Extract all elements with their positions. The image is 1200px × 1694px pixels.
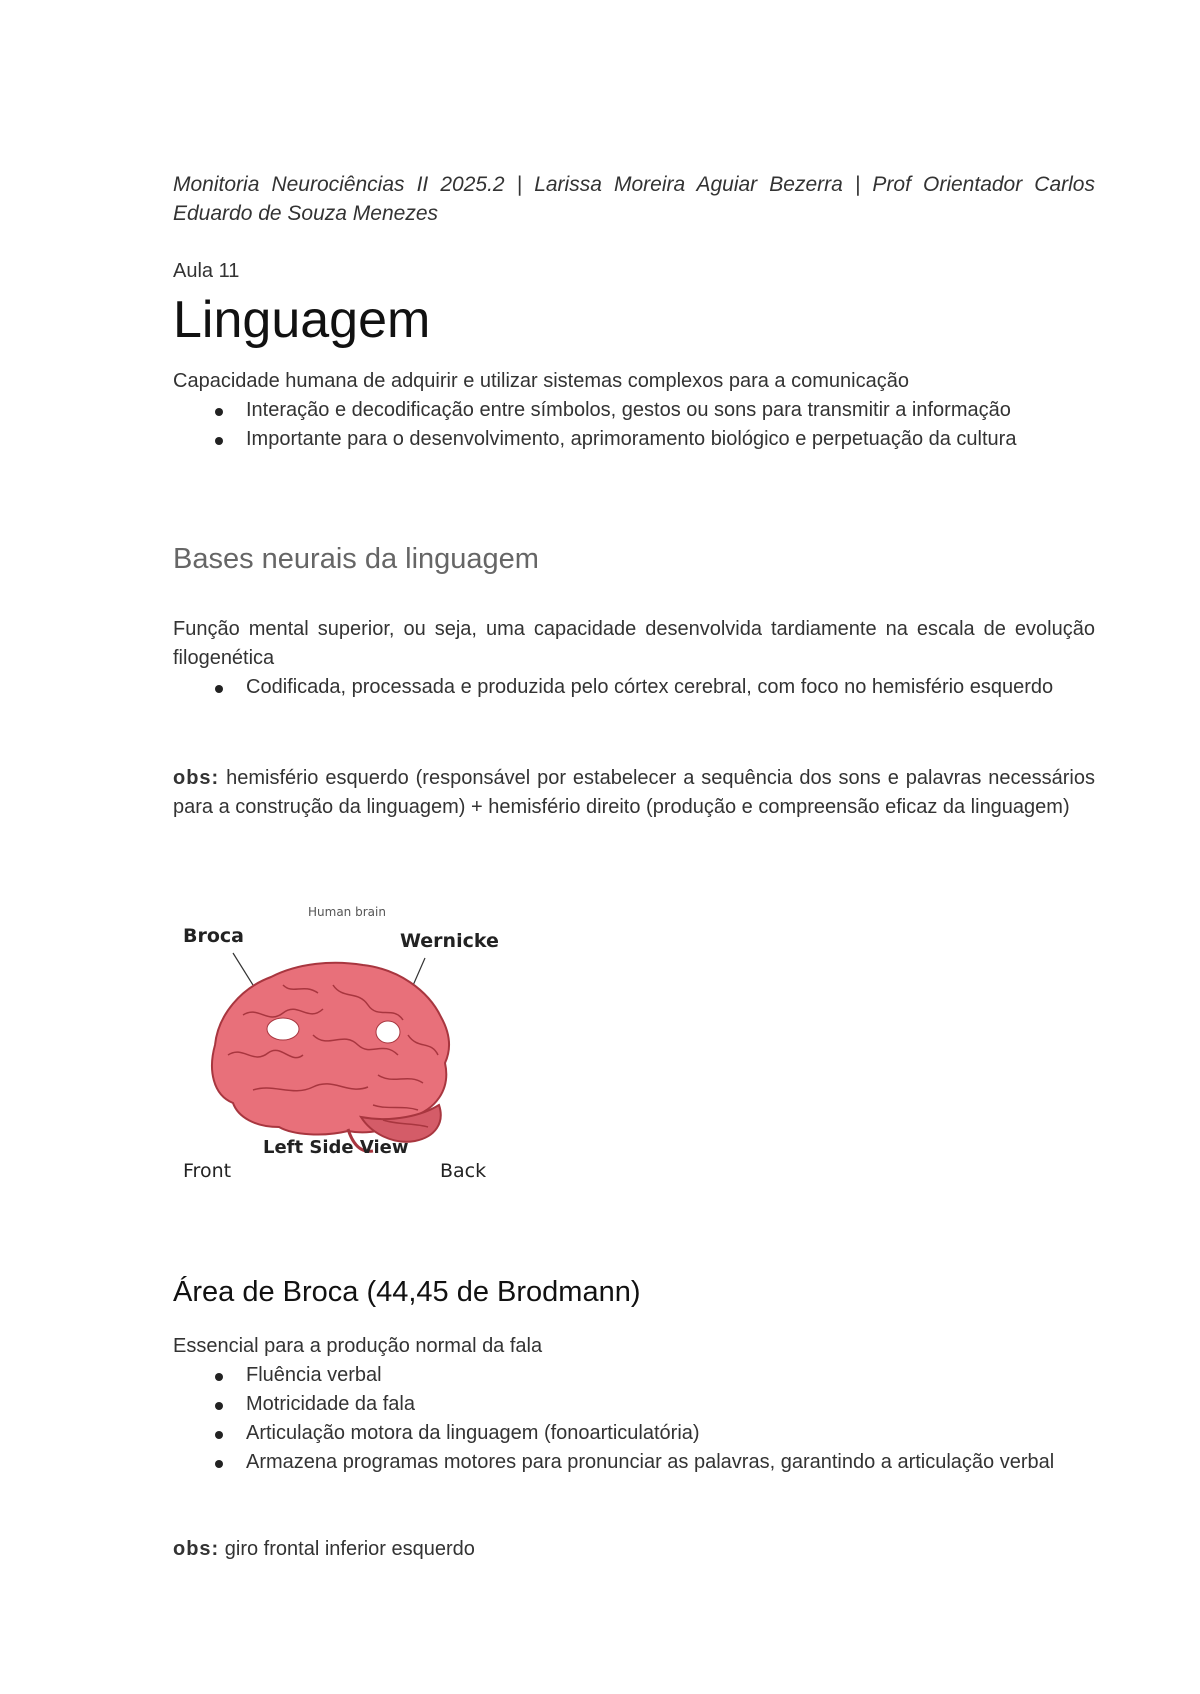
- section-bases-neurais-body: [173, 615, 1095, 702]
- list-item: Fluência verbal: [246, 1361, 1095, 1390]
- section-area-de-broca-body: [173, 1332, 1095, 1477]
- view-label: Left Side View: [263, 1137, 409, 1158]
- list-item: Codificada, processada e produzida pelo córtex cerebral, com foco no hemisfério esquerdo: [246, 673, 1095, 702]
- list-item: Articulação motora da linguagem (fonoarticulatória): [246, 1419, 1095, 1448]
- intro-block: [173, 367, 1095, 454]
- broca-area-highlight: [267, 1018, 299, 1040]
- section-heading-bases-neurais: Bases neurais da linguagem: [173, 543, 539, 575]
- document-header: Monitoria Neurociências II 2025.2 | Larissa Moreira Aguiar Bezerra | Prof Orientador Carlos Eduardo de Souza Menezes: [173, 173, 1095, 225]
- list-item: Interação e decodificação entre símbolos, gestos ou sons para transmitir a informação: [246, 396, 1095, 425]
- wernicke-label: Wernicke: [400, 930, 499, 952]
- obs-note-hemispheres: [173, 764, 1095, 822]
- obs-label: obs:: [173, 767, 220, 789]
- obs-label: obs:: [173, 1538, 220, 1560]
- lesson-number: Aula 11: [173, 260, 240, 282]
- section-text: Essencial para a produção normal da fala: [173, 1335, 543, 1357]
- list-item: Motricidade da fala: [246, 1390, 1095, 1419]
- section-bullet-list: [173, 673, 1095, 702]
- obs-note-broca: [173, 1535, 1095, 1564]
- intro-bullet-list: [173, 396, 1095, 454]
- figure-caption-top: Human brain: [308, 905, 386, 919]
- intro-text: Capacidade humana de adquirir e utilizar sistemas complexos para a comunicação: [173, 370, 909, 392]
- back-label: Back: [440, 1160, 487, 1182]
- obs-text: hemisfério esquerdo (responsável por estabelecer a sequência dos sons e palavras necessários para a construção da linguagem) + hemisfério direito (produção e compreensão eficaz da linguagem): [173, 767, 1095, 818]
- list-item: Armazena programas motores para pronunciar as palavras, garantindo a articulação verbal: [246, 1448, 1095, 1477]
- broca-label: Broca: [183, 925, 244, 947]
- front-label: Front: [183, 1160, 232, 1182]
- section-text: Função mental superior, ou seja, uma capacidade desenvolvida tardiamente na escala de evolução filogenética: [173, 618, 1095, 669]
- page-title: Linguagem: [173, 291, 431, 349]
- obs-text: giro frontal inferior esquerdo: [219, 1538, 475, 1560]
- list-item: Importante para o desenvolvimento, aprimoramento biológico e perpetuação da cultura: [246, 425, 1095, 454]
- brain-diagram: [183, 905, 503, 1215]
- section-heading-area-de-broca: Área de Broca (44,45 de Brodmann): [173, 1276, 641, 1308]
- section-bullet-list: [173, 1361, 1095, 1477]
- wernicke-area-highlight: [376, 1021, 400, 1043]
